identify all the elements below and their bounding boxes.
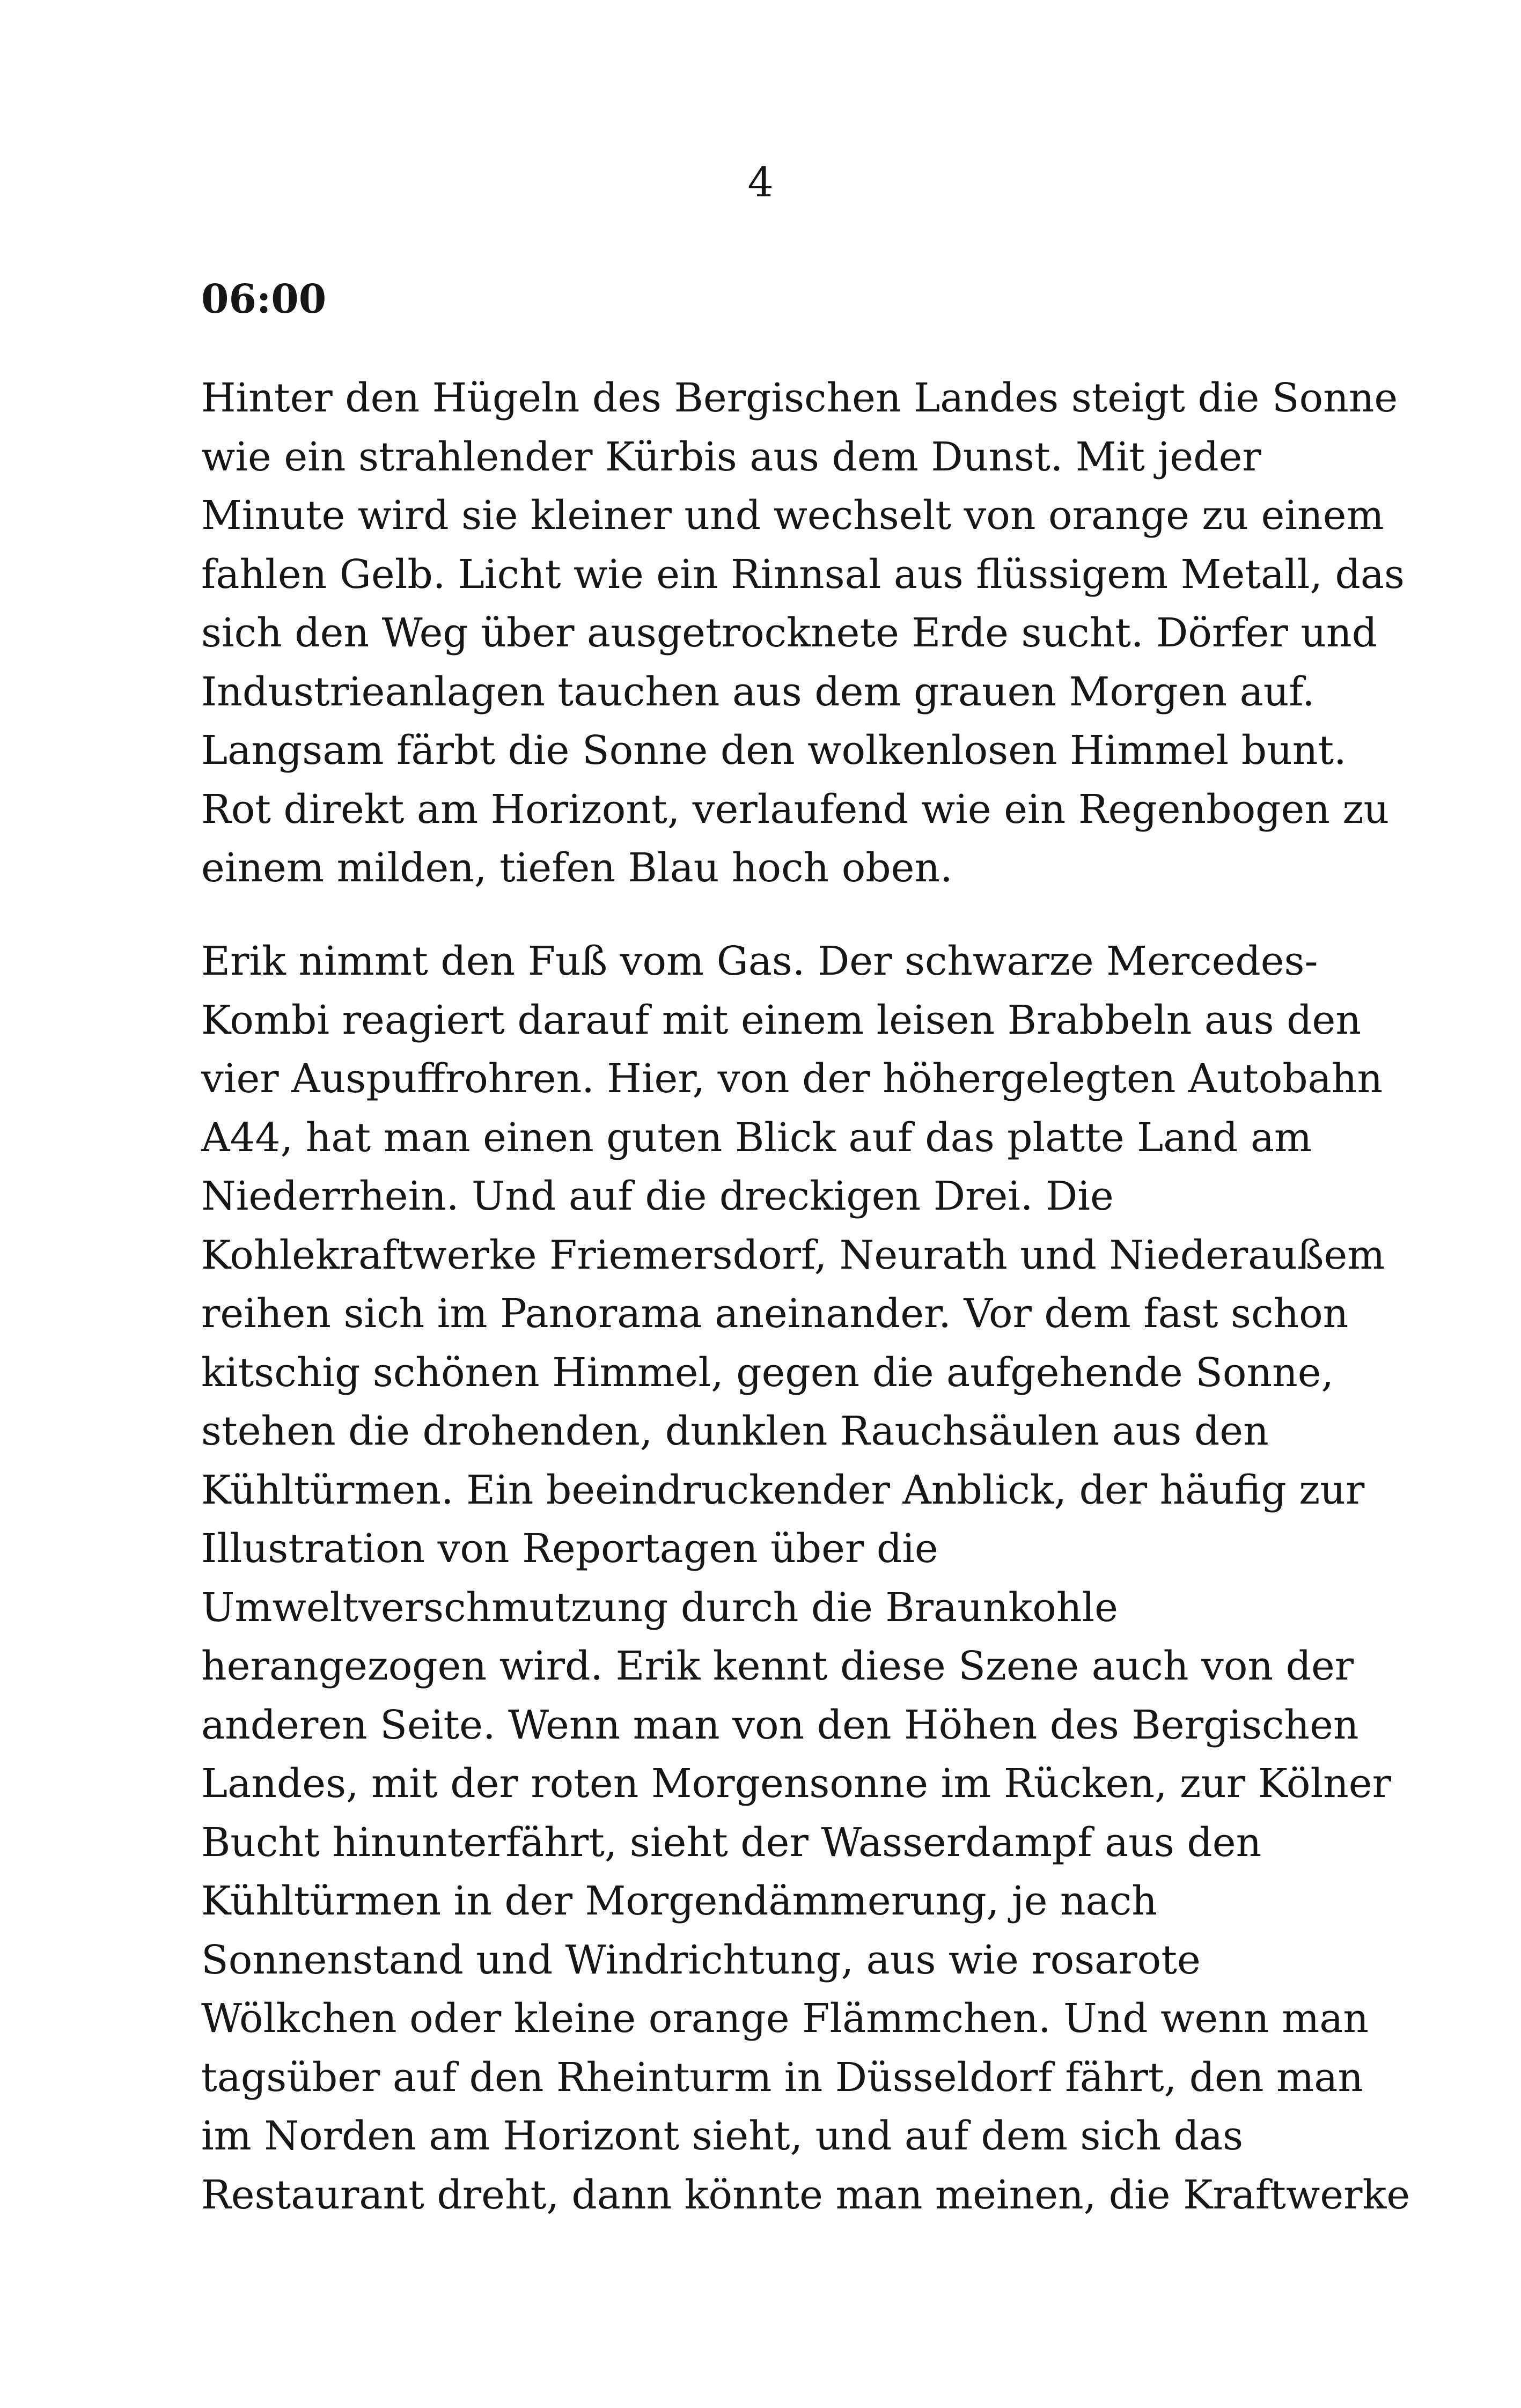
text-line: kitschig schönen Himmel, gegen die aufgehende Sonne, xyxy=(201,1349,1334,1396)
text-line: Restaurant dreht, dann könnte man meinen, die Kraftwerke xyxy=(201,2171,1410,2218)
text-line: Kombi reagiert darauf mit einem leisen Brabbeln aus den xyxy=(201,997,1362,1043)
text-line: A44, hat man einen guten Blick auf das platte Land am xyxy=(201,1114,1312,1161)
text-line: wie ein strahlender Kürbis aus dem Dunst. Mit jeder xyxy=(201,433,1261,480)
text-line: Illustration von Reportagen über die xyxy=(201,1526,938,1572)
section-time-heading: 06:00 xyxy=(201,276,327,322)
text-line: tagsüber auf den Rheinturm in Düsseldorf fährt, den man xyxy=(201,2054,1363,2101)
text-line: Rot direkt am Horizont, verlaufend wie ein Regenbogen zu xyxy=(201,786,1390,833)
text-line: Langsam färbt die Sonne den wolkenlosen Himmel bunt. xyxy=(201,727,1347,774)
text-line: Landes, mit der roten Morgensonne im Rücken, zur Kölner xyxy=(201,1761,1391,1807)
text-line: stehen die drohenden, dunklen Rauchsäulen aus den xyxy=(201,1408,1269,1454)
text-line: Kohlekraftwerke Friemersdorf, Neurath und Niederaußem xyxy=(201,1232,1385,1278)
page-number: 4 xyxy=(747,158,774,206)
text-line: Kühltürmen. Ein beeindruckender Anblick, der häufig zur xyxy=(201,1467,1365,1513)
paragraph-1 xyxy=(201,369,1405,898)
text-line: Minute wird sie kleiner und wechselt von orange zu einem xyxy=(201,492,1384,539)
paragraph-2 xyxy=(201,932,1410,2225)
text-line: anderen Seite. Wenn man von den Höhen des Bergischen xyxy=(201,1702,1359,1748)
text-line: sich den Weg über ausgetrocknete Erde sucht. Dörfer und xyxy=(201,610,1378,656)
text-line: Industrieanlagen tauchen aus dem grauen Morgen auf. xyxy=(201,668,1315,715)
text-line: fahlen Gelb. Licht wie ein Rinnsal aus flüssigem Metall, das xyxy=(201,551,1405,598)
text-line: vier Auspuffrohren. Hier, von der höhergelegten Autobahn xyxy=(201,1056,1383,1102)
text-line: im Norden am Horizont sieht, und auf dem sich das xyxy=(201,2113,1244,2159)
text-line: einem milden, tiefen Blau hoch oben. xyxy=(201,845,953,891)
text-line: Erik nimmt den Fuß vom Gas. Der schwarze Mercedes- xyxy=(201,938,1318,984)
text-line: Bucht hinunterfährt, sieht der Wasserdampf aus den xyxy=(201,1819,1262,1866)
text-line: Niederrhein. Und auf die dreckigen Drei. Die xyxy=(201,1173,1114,1219)
text-line: herangezogen wird. Erik kennt diese Szene auch von der xyxy=(201,1643,1354,1689)
text-line: Umweltverschmutzung durch die Braunkohle xyxy=(201,1584,1118,1631)
text-line: Sonnenstand und Windrichtung, aus wie rosarote xyxy=(201,1936,1201,1983)
text-line: Wölkchen oder kleine orange Flämmchen. Und wenn man xyxy=(201,1995,1369,2042)
text-line: Hinter den Hügeln des Bergischen Landes steigt die Sonne xyxy=(201,375,1398,421)
text-line: reihen sich im Panorama aneinander. Vor dem fast schon xyxy=(201,1291,1349,1337)
text-line: Kühltürmen in der Morgendämmerung, je nach xyxy=(201,1878,1157,1924)
